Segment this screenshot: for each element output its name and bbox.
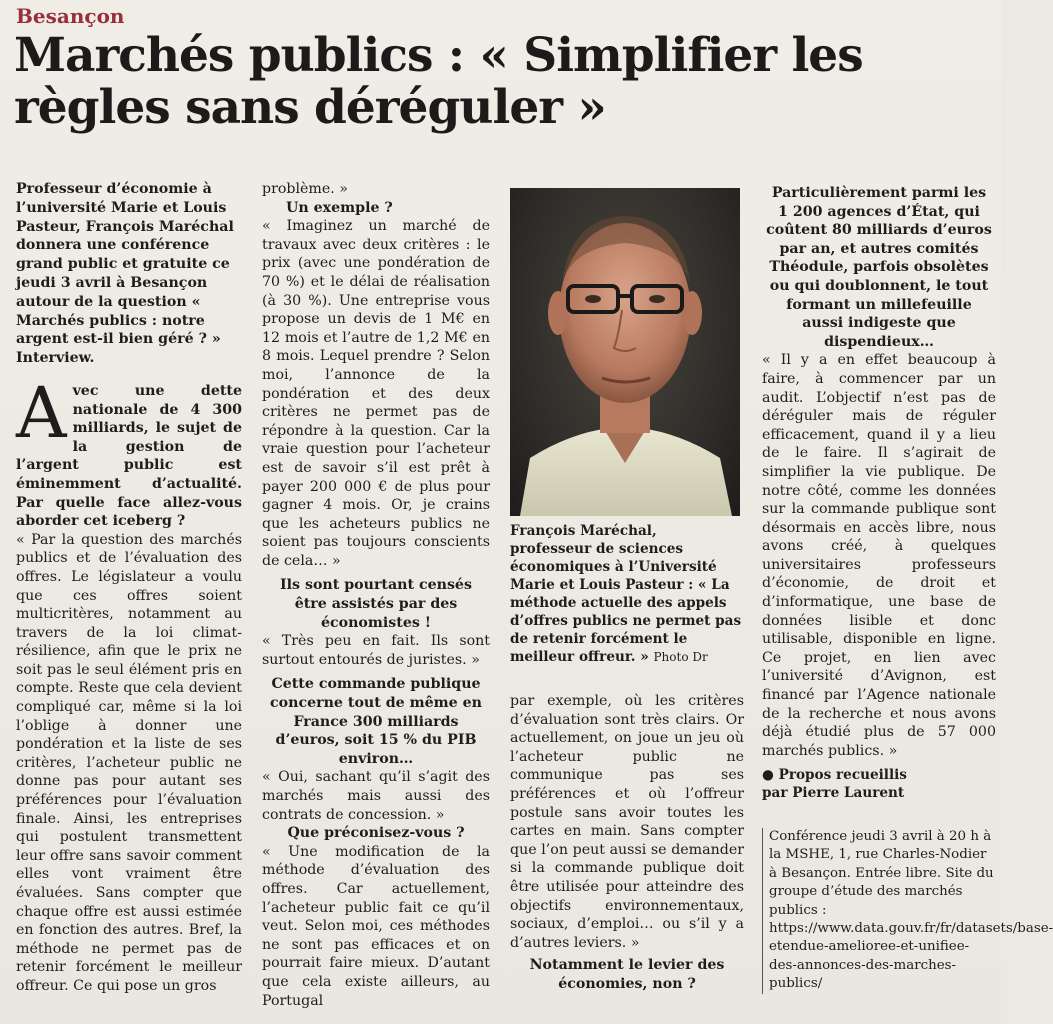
question-3: Ils sont pourtant censés être assistés par des économistes ! [280,577,472,631]
answer-1-continued: problème. » [262,181,348,197]
column-3 [510,692,744,994]
headline: Marchés publics : « Simplifier les règles sans déréguler » [14,28,863,135]
answer-5: « Une modification de la méthode d’évaluation des offres. Car actuellement, l’acheteur public fait ce qu’il veut. Selon moi, ces méthodes ne sont pas efficaces et on pourrait faire mieux. D’autant que cela existe ailleurs, au Portugal [262,843,490,1009]
question-5: Que préconisez-vous ? [287,825,465,842]
answer-5-continued: par exemple, où les critères d’évaluation sont très clairs. Or actuellement, on joue un jeu où l’acheteur public ne communique pas ses préférences et où l’offreur postule sans avoir toutes les cartes en main. Sans compter que l’on peut aussi se demander si la commande publique doit être utilisée pour atteindre des objectifs environnementaux, sociaux, d’emploi… ou s’il y a d’autres leviers. » [510,693,744,951]
event-info-box [762,828,1053,994]
drop-cap: A [16,371,67,454]
byline-line-2: par Pierre Laurent [762,785,905,802]
question-6: Notamment le levier des économies, non ? [529,957,725,992]
section-label: Besançon [16,4,125,28]
lead-paragraph: Professeur d’économie à l’université Marie et Louis Pasteur, François Maréchal donnera une conférence grand public et gratuite ce jeudi 3 avril à Besançon autour de la question « Marchés publics : notre argent est-il bien géré ? » Interview. [16,181,234,367]
answer-2: « Imaginez un marché de travaux avec deux critères : le prix (avec une pondération de 70 %) et le délai de réalisation (à 30 %). Une entreprise vous propose un devis de 1 M€ en 12 mois et l’autre de 1,2 M€ en 8 mois. Lequel prendre ? Selon moi, l’annonce de la pondération et des deux critères ne permet pas de répondre à la question. Car la vraie question pour l’acheteur est de savoir s’il est prêt à payer 200 000 € de plus pour gagner 4 mois. Or, je crains que les acheteurs publics ne soient pas toujours conscients de cela… » [262,218,490,569]
question-2: Un exemple ? [286,199,393,216]
column-1 [16,180,242,996]
column-2 [262,180,490,1010]
photo-credit: Photo Dr [653,650,708,664]
answer-1: « Par la question des marchés publics et de l’évaluation des offres. Le législateur a voulu que ces offres soient multicritères, notamment au travers de la loi climat-résilience, afin que le prix ne soit pas le seul élément pris en compte. Reste que cela devient compliqué car, même si la loi l’oblige à donner une pondération et la liste de ses critères, l’acheteur public ne donne pas pour autant ses préférences pour l’évaluation finale. Ainsi, les entreprises qui postulent transmettent leur offre sans savoir comment elles vont vraiment être évaluées. Sans compter que chaque offre est aussi estimée en fonction des autres. Bref, la méthode ne permet pas de retenir forcément le meilleur offreur. Ce qui pose un gros [16,531,242,994]
question-7: Particulièrement parmi les 1 200 agences d’État, qui coûtent 80 milliards d’euros par an, et autres comités Théodule, parfois obsolètes ou qui doublonnent, le tout formant un millefeuille aussi indigeste que dispendieux… [766,185,992,350]
answer-7: « Il y a en effet beaucoup à faire, à commencer par un audit. L’objectif n’est pas de déréguler mais de réguler efficacement, quand il y a lieu de le faire. Il s’agirait de simplifier la vie publique. De notre côté, comme les données sur la commande publique sont désormais en accès libre, nous avons créé, à quelques universitaires professeurs d’économie, de droit et d’informatique, une base de données lisible et donc utilisable, disponible en ligne. Ce projet, en lien avec l’université d’Avignon, est financé par l’Agence nationale de la recherche et nous avons déjà étudié plus de 57 000 marchés publics. » [762,352,996,759]
column-4 [762,184,996,802]
question-1 [16,371,242,531]
portrait-illustration [510,188,740,516]
photo-caption [510,522,742,666]
answer-4: « Oui, sachant qu’il s’agit des marchés mais aussi des contrats de concession. » [262,769,490,823]
question-1-text: vec une dette nationale de 4 300 milliards, le sujet de la gestion de l’argent public est éminemment d’actualité. Par quelle face allez-vous aborder cet iceberg ? [16,382,242,530]
answer-3: « Très peu en fait. Ils sont surtout entourés de juristes. » [262,633,490,668]
portrait-photo [510,188,740,516]
caption-text: François Maréchal, professeur de sciences économiques à l’Université Marie et Louis Pasteur : « La méthode actuelle des appels d’offres publics ne permet pas de retenir forcément le meilleur offreur. » [510,523,742,665]
byline-line-1: ● Propos recueillis [762,767,907,784]
question-4: Cette commande publique concerne tout de même en France 300 milliards d’euros, soit 15 % du PIB environ… [270,676,482,767]
event-info-text: Conférence jeudi 3 avril à 20 h à la MSHE, 1, rue Charles-Nodier à Besançon. Entrée libre. Site du groupe d’étude des marchés publics : https://www.data.gouv.fr/fr/datasets/base-etendue-amelioree-et-unifiee-des-annonces-des-marches-publics/ [769,829,1053,992]
